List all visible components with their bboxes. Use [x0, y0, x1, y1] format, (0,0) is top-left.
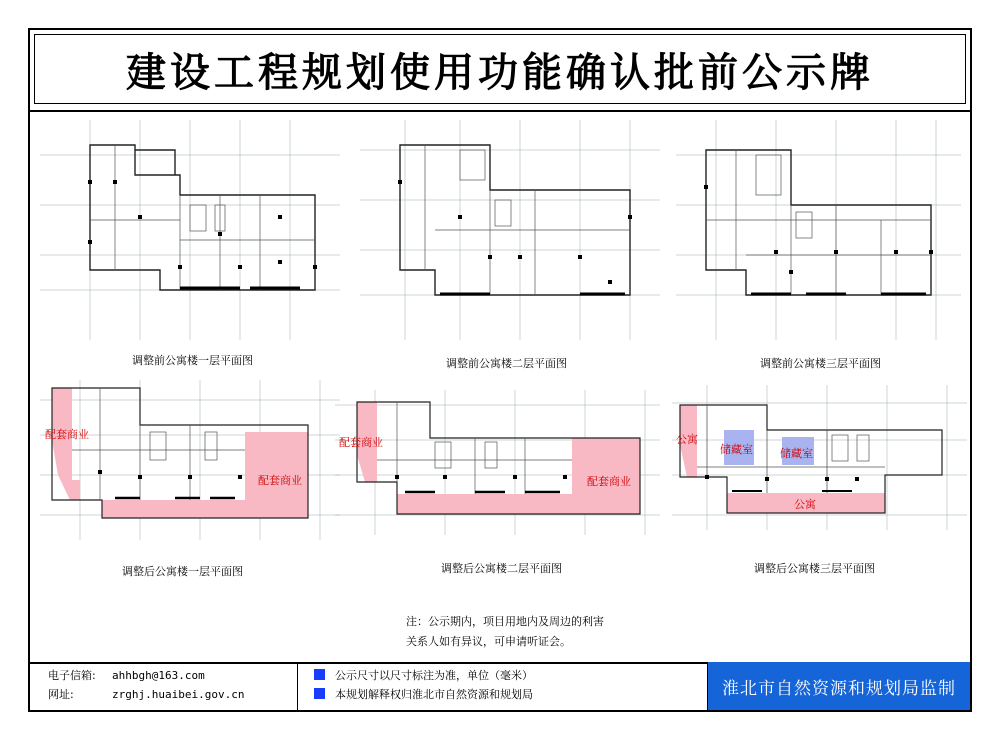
plan-after-floor1	[40, 380, 340, 540]
zone-label-after2-a: 配套商业	[339, 436, 383, 449]
note-interpretation: 本规划解释权归淮北市自然资源和规划局	[335, 688, 533, 701]
caption-after-1: 调整后公寓楼一层平面图	[122, 565, 243, 578]
title-box	[34, 34, 966, 104]
zone-label-after3-a: 公寓	[676, 433, 698, 446]
zone-label-after3-d: 公寓	[794, 498, 816, 511]
authority-banner	[708, 662, 970, 710]
contact-info	[30, 662, 298, 710]
zone-label-after3-b: 储藏室	[720, 443, 753, 456]
caption-before-2: 调整前公寓楼二层平面图	[446, 357, 567, 370]
notice-line-2: 关系人如有异议，可申请听证会。	[406, 635, 571, 648]
page-title: 建设工程规划使用功能确认批前公示牌	[126, 49, 874, 96]
footer	[30, 662, 970, 710]
website-value[interactable]: zrghj.huaibei.gov.cn	[112, 688, 245, 701]
zone-label-after2-b: 配套商业	[587, 475, 631, 488]
zone-label-after1-b: 配套商业	[258, 474, 302, 487]
plan-before-floor1	[40, 120, 340, 340]
plan-after-floor2	[335, 390, 660, 535]
objection-notice	[406, 612, 604, 652]
caption-after-2: 调整后公寓楼二层平面图	[441, 562, 562, 575]
plan-before-floor3	[676, 120, 961, 340]
notice-line-1: 注：公示期内，项目用地内及周边的利害	[406, 615, 604, 628]
footer-notes	[298, 662, 708, 710]
caption-after-3: 调整后公寓楼三层平面图	[754, 562, 875, 575]
zone-after1-a-shape	[52, 388, 80, 500]
authority-text: 淮北市自然资源和规划局监制	[722, 678, 956, 699]
website-label: 网址:	[48, 688, 74, 701]
divider-top	[28, 110, 972, 112]
email-value[interactable]: ahhbgh@163.com	[112, 669, 205, 682]
bullet-square-icon	[314, 669, 325, 680]
plan-after-floor3	[672, 385, 967, 530]
note-dimensions: 公示尺寸以尺寸标注为准，单位（毫米）	[335, 669, 533, 682]
caption-before-1: 调整前公寓楼一层平面图	[132, 354, 253, 367]
plan-before-floor2	[360, 120, 660, 340]
caption-before-3: 调整前公寓楼三层平面图	[760, 357, 881, 370]
email-label: 电子信箱:	[48, 669, 96, 682]
bullet-square-icon	[314, 688, 325, 699]
zone-label-after3-c: 储藏室	[780, 447, 813, 460]
zone-label-after1-a: 配套商业	[45, 428, 89, 441]
